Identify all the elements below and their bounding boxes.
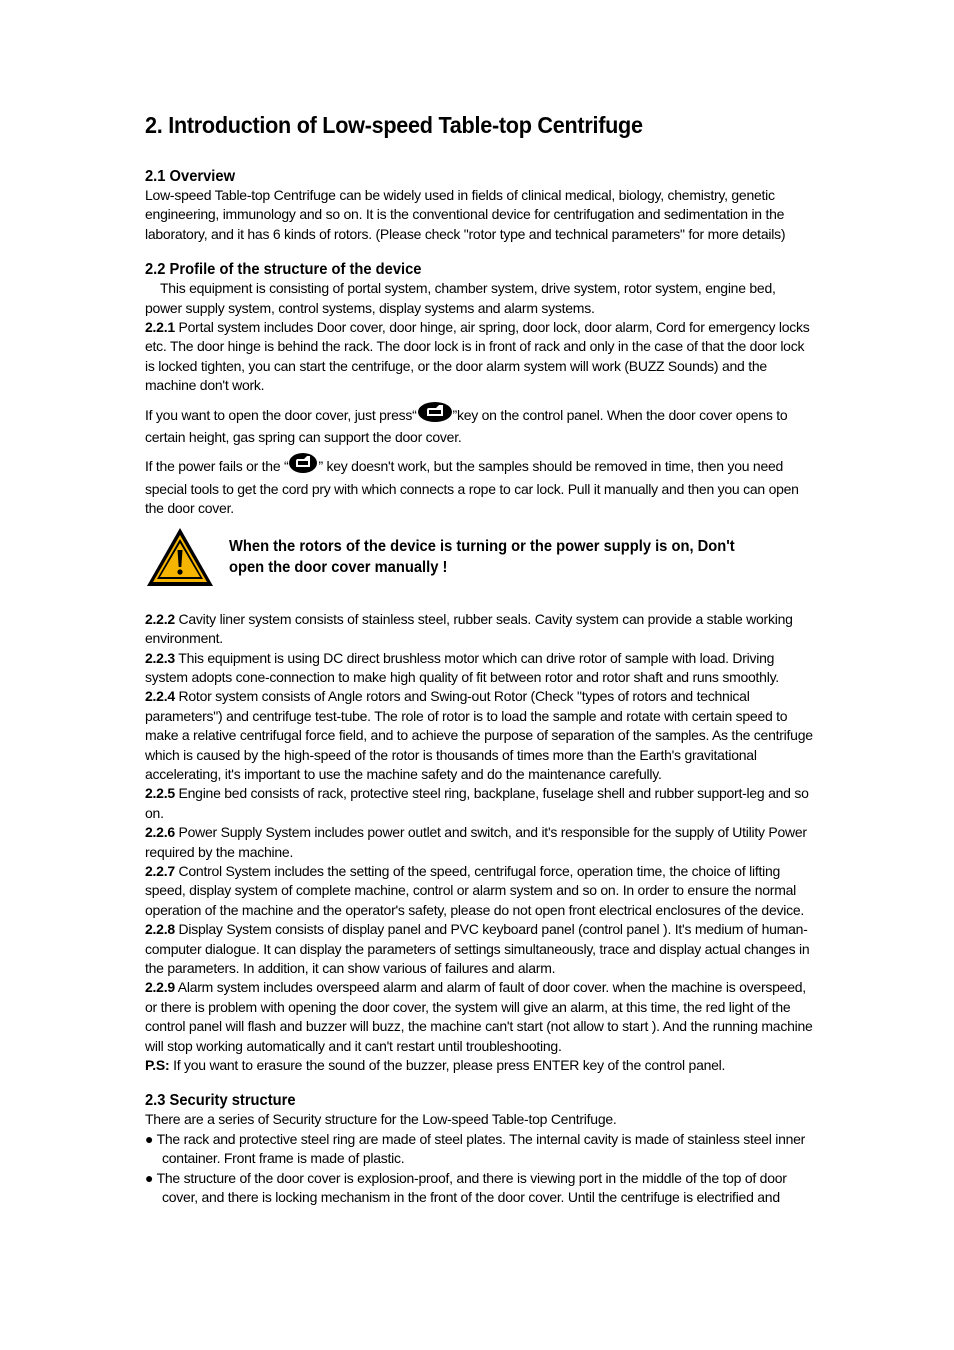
paragraph-2-2-3 [145,649,813,688]
paragraph-2-2-4 [145,687,813,784]
paragraph-text: Engine bed consists of rack, protective steel ring, backplane, fuselage shell and rubber support-leg and so on. [145,785,809,821]
document-page [145,112,813,1223]
profile-heading: 2.2 Profile of the structure of the device [145,261,422,279]
overview-heading: 2.1 Overview [145,168,236,185]
page-title: 2. Introduction of Low-speed Table-top Centrifuge [145,112,643,138]
open-text-b: ”key on the control panel. When the door cover opens to certain height, gas spring can support the door cover. [145,406,788,446]
warning-triangle-icon [145,526,215,588]
security-intro: There are a series of Security structure for the Low-speed Table-top Centrifuge. [145,1111,617,1128]
paragraph-text: If you want to erasure the sound of the buzzer, please press ENTER key of the control panel. [169,1057,726,1074]
open-door-paragraph [145,401,813,448]
paragraph-2-2-6 [145,823,813,862]
profile-items [145,610,813,1076]
paragraph-2-2-2 [145,610,813,649]
section-overview [145,167,813,244]
paragraph-text: Power Supply System includes power outlet and switch, and it's responsible for the supply of Utility Power required by the machine. [145,824,807,860]
security-heading: 2.3 Security structure [145,1092,296,1110]
fail-text-a: If the power fails or the “ [145,458,289,475]
paragraph-number: 2.2.3 [145,649,175,666]
paragraph-number: 2.2.1 [145,319,175,336]
paragraph-number: P.S: [145,1057,170,1074]
list-item: ● The structure of the door cover is explosion-proof, and there is viewing port in the middle of the top of door cover, and there is locking mechanism in the front of the door cover. Until the centrifuge is electrified and [145,1169,787,1206]
overview-text: Low-speed Table-top Centrifuge can be widely used in fields of clinical medical, biology, chemistry, genetic engineering, immunology and so on. It is the conventional device for centrifugation and sedimentation in the laboratory, and it has 6 kinds of rotors. (Please check "rotor type and technical parameters" for more details) [145,187,786,242]
paragraph-number: 2.2.4 [145,688,175,705]
paragraph-2-2-5 [145,784,813,823]
profile-intro: This equipment is consisting of portal system, chamber system, drive system, rotor system, engine bed, power supply system, control systems, display systems and alarm systems. [145,280,776,316]
warning-text: When the rotors of the device is turning or the power supply is on, Don't open the door cover manually ! [229,537,735,576]
paragraph-text: Cavity liner system consists of stainless steel, rubber seals. Cavity system can provide a stable working environment. [145,610,793,647]
paragraph-2-2-1 [145,318,813,396]
power-fail-paragraph [145,452,813,518]
section-profile [145,260,813,1075]
paragraph-text: Portal system includes Door cover, door hinge, air spring, door lock, door alarm, Cord for emergency locks etc. The door hinge is behind the rack. The door lock is in front of rack and only in the case of that the door lock is locked tighten, you can start the centrifuge, or the door alarm system will work (BUZZ Sounds) and the machine don't work. [145,319,810,394]
list-item: ● The rack and protective steel ring are made of steel plates. The internal cavity is made of stainless steel inner container. Front frame is made of plastic. [145,1130,806,1167]
paragraph-text: This equipment is using DC direct brushless motor which can drive rotor of sample with load. Driving system adopts cone-connection to make high quality of fit between rotor and rotor shaft and runs smoothly. [145,649,779,685]
paragraph-number: 2.2.5 [145,785,175,802]
door-open-key-icon [288,452,318,479]
paragraph-number: 2.2.7 [145,862,175,879]
paragraph-2-2-8 [145,920,813,978]
paragraph-ps [145,1056,813,1075]
paragraph-number: 2.2.8 [145,921,175,938]
paragraph-text: Rotor system consists of Angle rotors and Swing-out Rotor (Check "types of rotors and technical parameters") and centrifuge test-tube. The role of rotor is to load the sample and rotate with certain speed to make a relative centrifugal force field, and to achieve the purpose of separation of the samples. As the centrifuge which is caused by the high-speed of the rotor is thousands of times more than the Earth's gravitational accelerating, it's important to use the machine safety and do the maintenance carefully. [145,688,813,782]
open-text-a: If you want to open the door cover, just press“ [145,406,417,423]
paragraph-2-2-7 [145,862,813,920]
warning-box [145,526,813,588]
door-open-key-icon [417,401,453,428]
fail-text-b: ” key doesn't work, but the samples should be removed in time, then you need special tools to get the cord pry with which connects a rope to car lock. Pull it manually and then you can open the door cover. [145,458,799,517]
paragraph-2-2-9 [145,978,813,1056]
paragraph-text: Control System includes the setting of the speed, centrifugal force, operation time, the choice of lifting speed, display system of complete machine, control or alarm system and so on. In order to ensure the normal operation of the machine and the operator's safety, please do not open front electrical enclosures of the device. [145,862,805,918]
paragraph-number: 2.2.6 [145,824,175,841]
paragraph-text: Alarm system includes overspeed alarm and alarm of fault of door cover. when the machine is overspeed, or there is problem with opening the door cover, the system will give an alarm, at this time, the red light of the control panel will flash and buzzer will buzz, the machine can't start (not allow to start ). And the running machine will stop working automatically and it can't restart until troubleshooting. [145,979,813,1054]
paragraph-text: Display System consists of display panel and PVC keyboard panel (control panel ). It's medium of human-computer dialogue. It can display the parameters of settings simultaneously, trace and display actual changes in the parameters. In addition, it can show various of failures and alarm. [145,921,810,976]
paragraph-number: 2.2.2 [145,610,175,627]
section-security [145,1091,813,1207]
paragraph-number: 2.2.9 [145,979,175,996]
